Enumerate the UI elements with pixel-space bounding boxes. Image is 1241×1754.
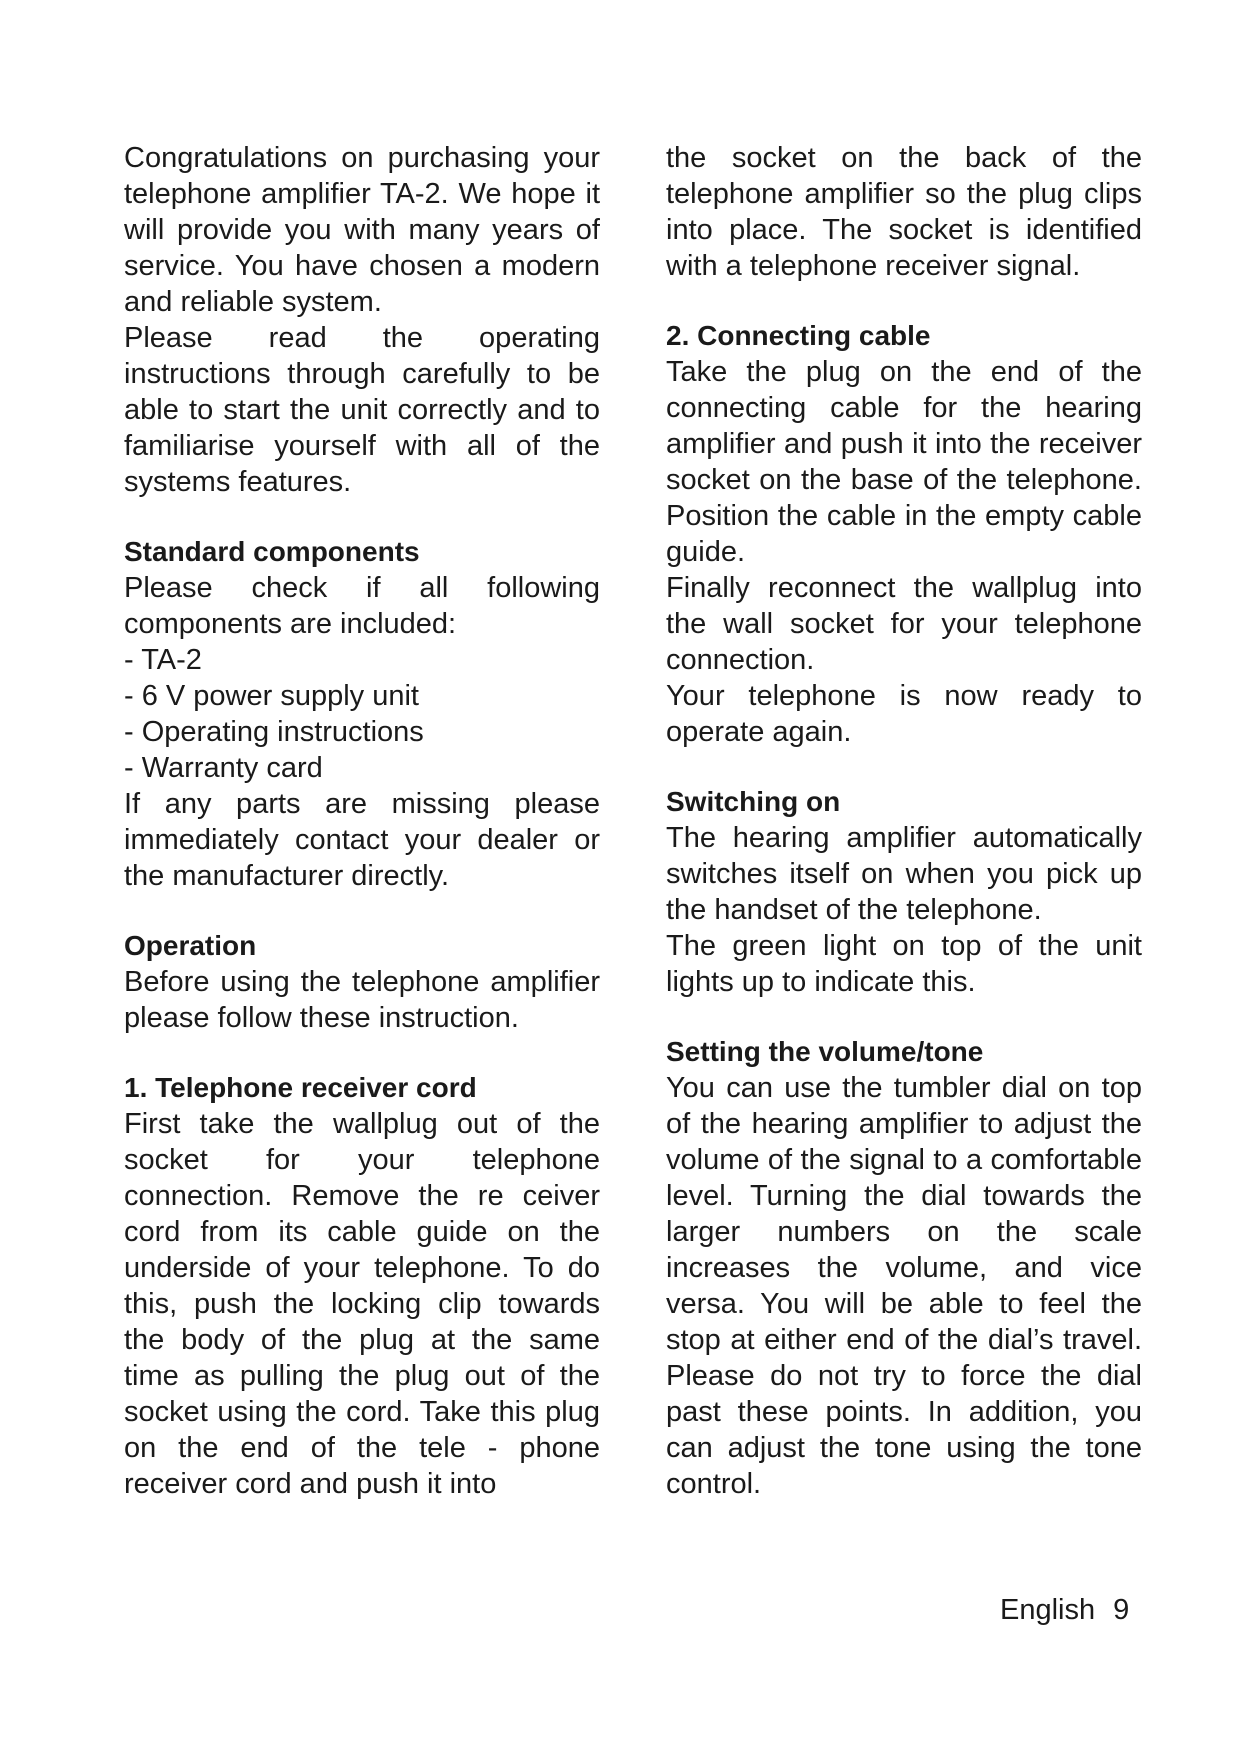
continuation-paragraph: the socket on the back of the telephone amplifier so the plug clips into place. The socket is identified with a telephone receiver signal. xyxy=(666,142,1142,282)
operation-text: Before using the telephone amplifier please follow these instruction. xyxy=(124,966,600,1034)
switching-on-heading: Switching on xyxy=(666,786,841,817)
right-column xyxy=(666,140,1142,1502)
footer-language: English xyxy=(1000,1594,1096,1626)
reconnect-paragraph: Finally reconnect the wallplug into the wall socket for your telephone connection. xyxy=(666,572,1142,676)
missing-parts-paragraph: If any parts are missing please immediately contact your dealer or the manufacturer directly. xyxy=(124,788,600,892)
standard-components-heading: Standard components xyxy=(124,536,420,567)
connecting-cable-text: Take the plug on the end of the connecting cable for the hearing amplifier and push it into the receiver socket on the base of the telephone. Position the cable in the empty cable guide. xyxy=(666,356,1142,568)
components-list xyxy=(124,642,600,786)
receiver-cord-heading: 1. Telephone receiver cord xyxy=(124,1072,477,1103)
ready-paragraph: Your telephone is now ready to operate again. xyxy=(666,680,1142,748)
switching-on-text: The hearing amplifier automatically switches itself on when you pick up the handset of the telephone. xyxy=(666,822,1142,926)
operation-heading: Operation xyxy=(124,930,257,961)
connecting-cable-heading: 2. Connecting cable xyxy=(666,320,931,351)
volume-tone-heading: Setting the volume/tone xyxy=(666,1036,984,1067)
list-item: - TA-2 xyxy=(124,644,202,676)
list-item: - 6 V power supply unit xyxy=(124,680,419,712)
volume-tone-text: You can use the tumbler dial on top of the hearing amplifier to adjust the volume of the signal to a comfortable level. Turning the dial towards the larger numbers on the scale increases the volume, and vice versa. You will be able to feel the stop at either end of the dial’s travel. Please do not try to force the dial past these points. In addition, you can adjust the tone using the tone control. xyxy=(666,1072,1142,1500)
page-number: 9 xyxy=(1113,1594,1130,1626)
green-light-paragraph: The green light on top of the unit lights up to indicate this. xyxy=(666,930,1142,998)
intro-paragraph: Congratulations on purchasing your telephone amplifier TA-2. We hope it will provide you with many years of service. You have chosen a modern and reliable system. xyxy=(124,142,600,318)
standard-components-text: Please check if all following components are included: xyxy=(124,572,600,640)
read-instructions-paragraph: Please read the operating instructions through carefully to be able to start the unit correctly and to familiarise yourself with all of the systems features. xyxy=(124,322,600,498)
left-column xyxy=(124,140,600,1502)
receiver-cord-text: First take the wallplug out of the socket for your telephone connection. Remove the re ceiver cord from its cable guide on the underside of your telephone. To do this, push the locking clip towards the body of the plug at the same time as pulling the plug out of the socket using the cord. Take this plug on the end of the tele - phone receiver cord and push it into xyxy=(124,1108,600,1500)
page-footer xyxy=(1000,1592,1129,1628)
list-item: - Operating instructions xyxy=(124,716,424,748)
list-item: - Warranty card xyxy=(124,752,323,784)
